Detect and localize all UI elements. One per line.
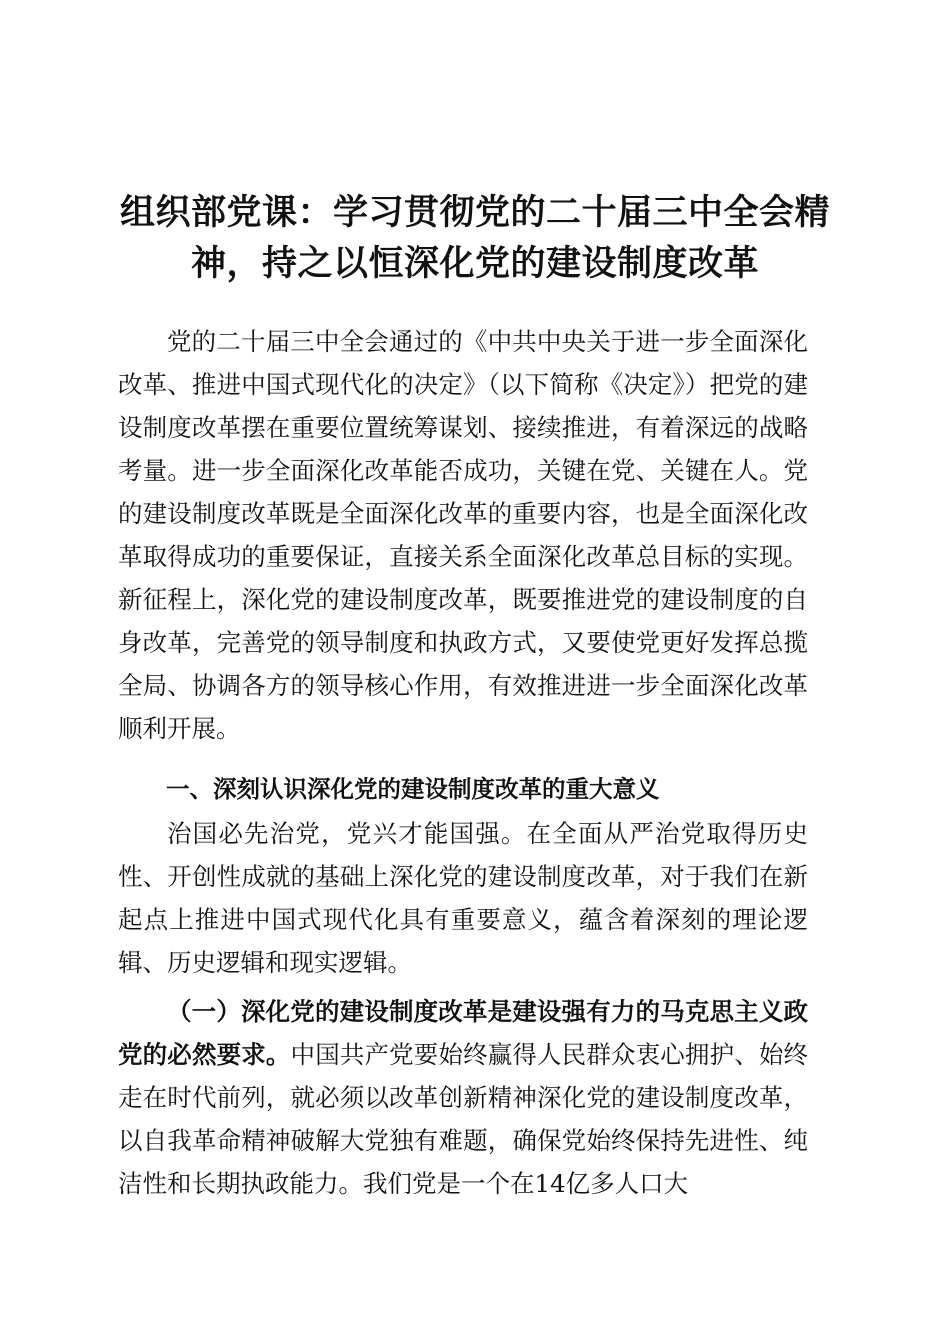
intro-paragraph: 党的二十届三中全会通过的《中共中央关于进一步全面深化改革、推进中国式现代化的决定》（以下简称《决定》）把党的建设制度改革摆在重要位置统筹谋划、接续推进，有着深远的战略考量。进一步全面深化改革能否成功，关键在党、关键在人。党的建设制度改革既是全面深化改革的重要内容，也是全面深化改革取得成功的重要保证，直接关系全面深化改革总目标的实现。新征程上，深化党的建设制度改革，既要推进党的建设制度的自身改革，完善党的领导制度和执政方式，又要使党更好发挥总揽全局、协调各方的领导核心作用，有效推进进一步全面深化改革顺利开展。 — [118, 327, 808, 743]
document-title: 组织部党课：学习贯彻党的二十届三中全会精神，持之以恒深化党的建设制度改革 — [119, 193, 830, 284]
section-paragraph: 治国必先治党，党兴才能国强。在全面从严治党取得历史性、开创性成就的基础上深化党的建设制度改革，对于我们在新起点上推进中国式现代化具有重要意义，蕴含着深刻的理论逻辑、历史逻辑和现实逻辑。 — [118, 819, 808, 977]
section-heading: 一、深刻认识深化党的建设制度改革的重大意义 — [166, 775, 660, 803]
subsection-paragraph — [118, 990, 808, 1205]
subsection-body: 中国共产党要始终赢得人民群众衷心拥护、始终走在时代前列，就必须以改革创新精神深化党的建设制度改革，以自我革命精神破解大党独有难题，确保党始终保持先进性、纯洁性和长期执政能力。我们党是一个在14亿多人口大 — [118, 1040, 809, 1198]
subsection-lead: （一）深化党的建设制度改革是建设强有力的马克思主义政党的必然要求。 — [118, 997, 808, 1069]
